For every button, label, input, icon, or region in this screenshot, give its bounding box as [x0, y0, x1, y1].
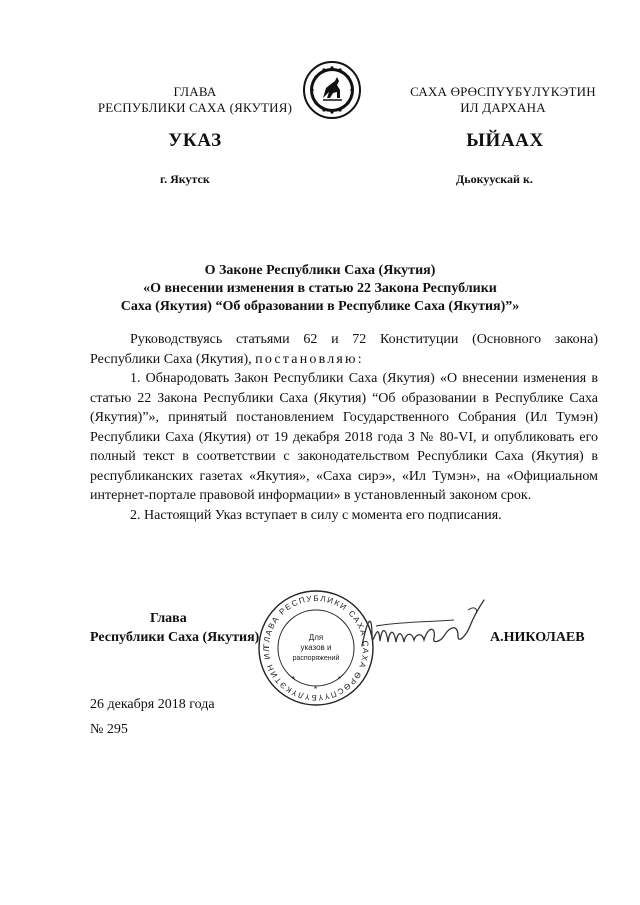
stamp-center-line1: Для — [308, 633, 324, 642]
decree-number: № 295 — [90, 722, 128, 737]
stamp-ring-text: ГЛАВА РЕСПУБЛИКИ САХА САХА ӨРӨСПҮҮБҮЛҮКЭТИН ИЛ — [261, 593, 371, 703]
title-line1: О Законе Республики Саха (Якутия) — [204, 263, 436, 278]
city-sakha: Дьокуускай к. — [456, 172, 533, 186]
issuer-ru — [70, 84, 320, 116]
city-ru: г. Якутск — [160, 172, 210, 186]
decree-date: 26 декабря 2018 года — [90, 697, 215, 712]
issuer-ru-line1: ГЛАВА — [173, 84, 217, 99]
signatory-position-line1: Глава — [150, 611, 187, 626]
doc-type-ru: УКАЗ — [168, 130, 222, 151]
title-line3: Саха (Якутия) “Об образовании в Республике Саха (Якутия)”» — [120, 299, 520, 314]
stamp-center-line2: указов и — [300, 643, 332, 652]
issuer-sakha-line1: САХА ӨРӨСПҮҮБҮЛҮКЭТИН — [410, 84, 596, 99]
item-2: 2. Настоящий Указ вступает в силу с момента его подписания. — [130, 507, 502, 523]
title-line2: «О внесении изменения в статью 22 Закона Республики — [143, 281, 497, 296]
signature-icon — [358, 596, 490, 666]
emblem-icon — [302, 60, 362, 120]
preamble — [90, 330, 598, 369]
coat-of-arms-emblem — [302, 60, 362, 120]
doc-type-sakha: ЫЙААХ — [466, 130, 544, 151]
signatory-position-line2: Республики Саха (Якутия) — [90, 630, 260, 645]
svg-text:*: * — [314, 685, 318, 694]
issuer-sakha-line2: ИЛ ДАРХАНА — [460, 100, 546, 115]
svg-text:*: * — [338, 675, 342, 684]
issuer-sakha — [378, 84, 628, 116]
handwritten-signature — [358, 596, 490, 666]
issuer-ru-line2: РЕСПУБЛИКИ САХА (ЯКУТИЯ) — [97, 100, 293, 115]
decree-body — [90, 330, 598, 525]
signatory-name: А.НИКОЛАЕВ — [490, 630, 585, 645]
svg-text:*: * — [292, 675, 296, 684]
stamp-center-line3: распоряжений — [292, 655, 340, 662]
preamble-text: Руководствуясь статьями 62 и 72 Конституции (Основного закона) Республики Саха (Якутия), — [90, 332, 598, 367]
item-1: 1. Обнародовать Закон Республики Саха (Якутия) «О внесении изменения в статью 22 Закона Республики Саха (Якутия) “Об образовании в Республике Саха (Якутия)”», принятый постановлением Государственного Собрания (Ил Тумэн) Республики Саха (Якутия) от 19 декабря 2018 года З № 80-VI, и опубликовать его полный текст в соответствии с законодательством Республики Саха (Якутия) в республиканских газетах «Якутия», «Саха сирэ», «Ил Тумэн», на «Официальном интернет-портале правовой информации» в установленный законом срок. — [90, 371, 598, 503]
preamble-resolve: постановляю: — [255, 351, 364, 367]
decree-title — [80, 262, 560, 316]
